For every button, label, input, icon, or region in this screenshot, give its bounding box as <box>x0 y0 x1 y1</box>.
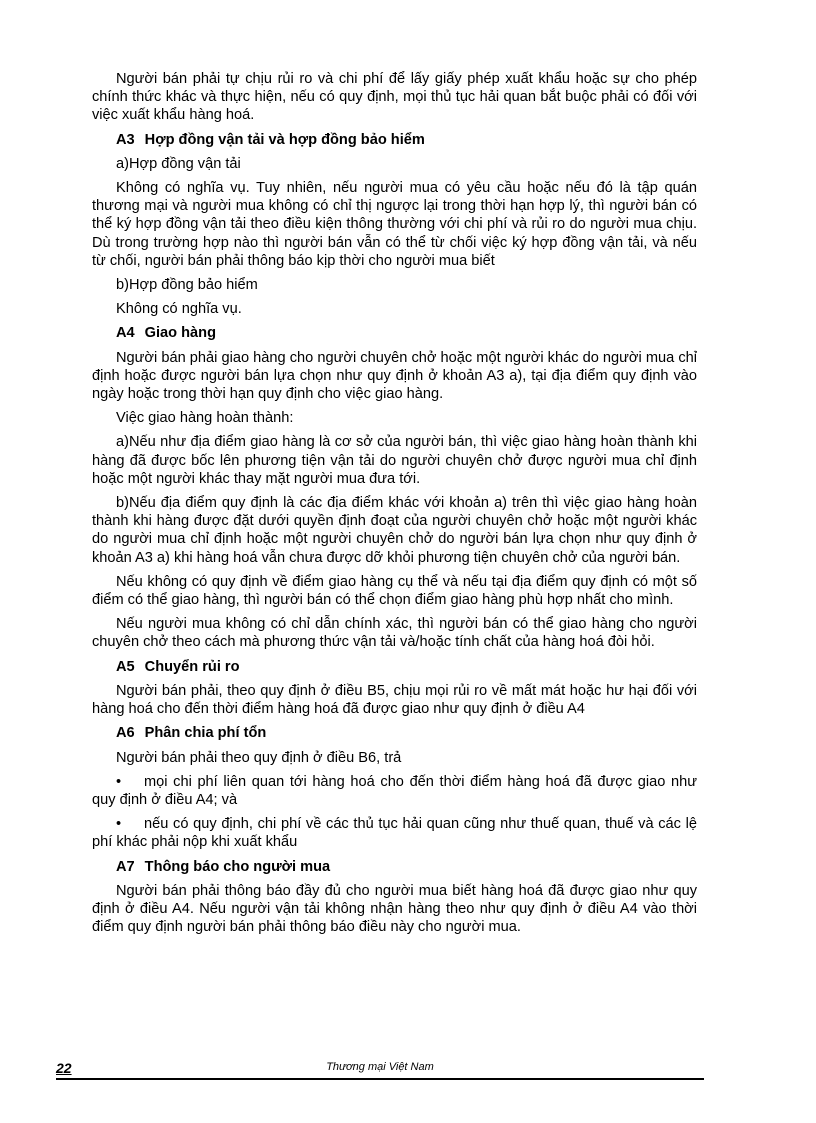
paragraph-a3-a: Không có nghĩa vụ. Tuy nhiên, nếu người mua có yêu cầu hoặc nếu đó là tập quán thương mại và người mua không có chỉ thị ngược lại trong thời hạn hợp lý, thì người bán có thể ký hợp đồng vận tải theo điều kiện thông thường với chi phí và rủi ro do người mua chịu. Dù trong trường hợp nào thì người bán vẫn có thể từ chối việc ký hợp đồng vận tải, và nếu từ chối, người bán phải thông báo kịp thời cho người mua biết <box>92 180 697 269</box>
paragraph-a4-3: a)Nếu như địa điểm giao hàng là cơ sở của người bán, thì việc giao hàng hoàn thành khi hàng đã được bốc lên phương tiện vận tải do người chuyên chở được người mua chỉ định hoặc một người khác thay mặt người mua đưa tới. <box>92 434 697 487</box>
bullet-icon: • <box>116 773 122 790</box>
heading-a3-title: Hợp đồng vận tải và hợp đồng bảo hiểm <box>144 131 425 148</box>
page-footer <box>56 1058 704 1080</box>
page-body <box>92 70 697 942</box>
paragraph-a4-4: b)Nếu địa điểm quy định là các địa điểm khác với khoản a) trên thì việc giao hàng hoàn thành khi hàng được đặt dưới quyền định đoạt của người chuyên chở hoặc một người khác do người mua chỉ định hoặc một người chuyên chở do người bán lựa chọn như quy định ở khoản A3 a) khi hàng hoá vẫn chưa được dỡ khỏi phương tiện chuyên chở của người bán. <box>92 495 697 566</box>
heading-a6-code: A6 <box>116 725 135 742</box>
heading-a4 <box>92 324 697 342</box>
heading-a7-title: Thông báo cho người mua <box>144 858 331 875</box>
bullet-item <box>92 815 697 851</box>
bullet-text: nếu có quy định, chi phí về các thủ tục hải quan cũng như thuế quan, thuế và các lệ phí khác phải nộp khi xuất khẩu <box>92 816 697 851</box>
heading-a6-title: Phân chia phí tổn <box>144 725 267 742</box>
heading-a6 <box>92 724 697 742</box>
heading-a5-title: Chuyển rủi ro <box>144 658 240 675</box>
bullet-text: mọi chi phí liên quan tới hàng hoá cho đến thời điểm hàng hoá đã được giao như quy định ở điều A4; và <box>92 773 697 808</box>
heading-a7-code: A7 <box>116 858 135 875</box>
paragraph-a4-1: Người bán phải giao hàng cho người chuyên chở hoặc một người khác do người mua chỉ định hoặc được người bán lựa chọn như quy định ở khoản A3 a), tại địa điểm quy định vào ngày hoặc trong thời hạn quy định cho việc giao hàng. <box>92 349 697 403</box>
footer-title: Thương mại Việt Nam <box>326 1061 434 1073</box>
paragraph-a6-1: Người bán phải theo quy định ở điều B6, trả <box>116 749 402 766</box>
heading-a4-code: A4 <box>116 325 135 342</box>
paragraph-a4-6: Nếu người mua không có chỉ dẫn chính xác, thì người bán có thể giao hàng cho người chuyên chở theo cách mà phương thức vận tải và/hoặc tính chất của hàng hoá đòi hỏi. <box>92 616 697 651</box>
subheading-a3-a: a)Hợp đồng vận tải <box>116 155 241 172</box>
paragraph-a4-2: Việc giao hàng hoàn thành: <box>116 410 294 427</box>
bullet-item <box>92 773 697 809</box>
heading-a3 <box>92 131 697 149</box>
heading-a5-code: A5 <box>116 658 135 675</box>
paragraph-a7-1: Người bán phải thông báo đầy đủ cho người mua biết hàng hoá đã được giao như quy định ở điều A4. Nếu người vận tải không nhận hàng theo như quy định ở điều A4 vào thời điểm quy định người bán phải thông báo điều này cho người mua. <box>92 882 697 936</box>
heading-a7 <box>92 858 697 876</box>
paragraph-a4-5: Nếu không có quy định về điểm giao hàng cụ thể và nếu tại địa điểm quy định có một số điểm có thể giao hàng, thì người bán có thể chọn điểm giao hàng phù hợp nhất cho mình. <box>92 573 697 609</box>
paragraph-a3-b: Không có nghĩa vụ. <box>116 301 242 318</box>
footer-rule <box>56 1078 704 1080</box>
page-number: 22 <box>56 1060 72 1076</box>
heading-a4-title: Giao hàng <box>144 325 217 342</box>
bullet-icon: • <box>116 816 122 833</box>
heading-a5 <box>92 658 697 676</box>
paragraph-a2-end: Người bán phải tự chịu rủi ro và chi phí để lấy giấy phép xuất khẩu hoặc sự cho phép chính thức khác và thực hiện, nếu có quy định, mọi thủ tục hải quan bắt buộc phải có đối với việc xuất khẩu hàng hoá. <box>92 71 697 124</box>
subheading-a3-b: b)Hợp đồng bảo hiểm <box>116 277 258 294</box>
paragraph-a5-1: Người bán phải, theo quy định ở điều B5, chịu mọi rủi ro về mất mát hoặc hư hại đối với hàng hoá cho đến thời điểm hàng hoá đã được giao như quy định ở điều A4 <box>92 682 697 718</box>
heading-a3-code: A3 <box>116 131 135 148</box>
